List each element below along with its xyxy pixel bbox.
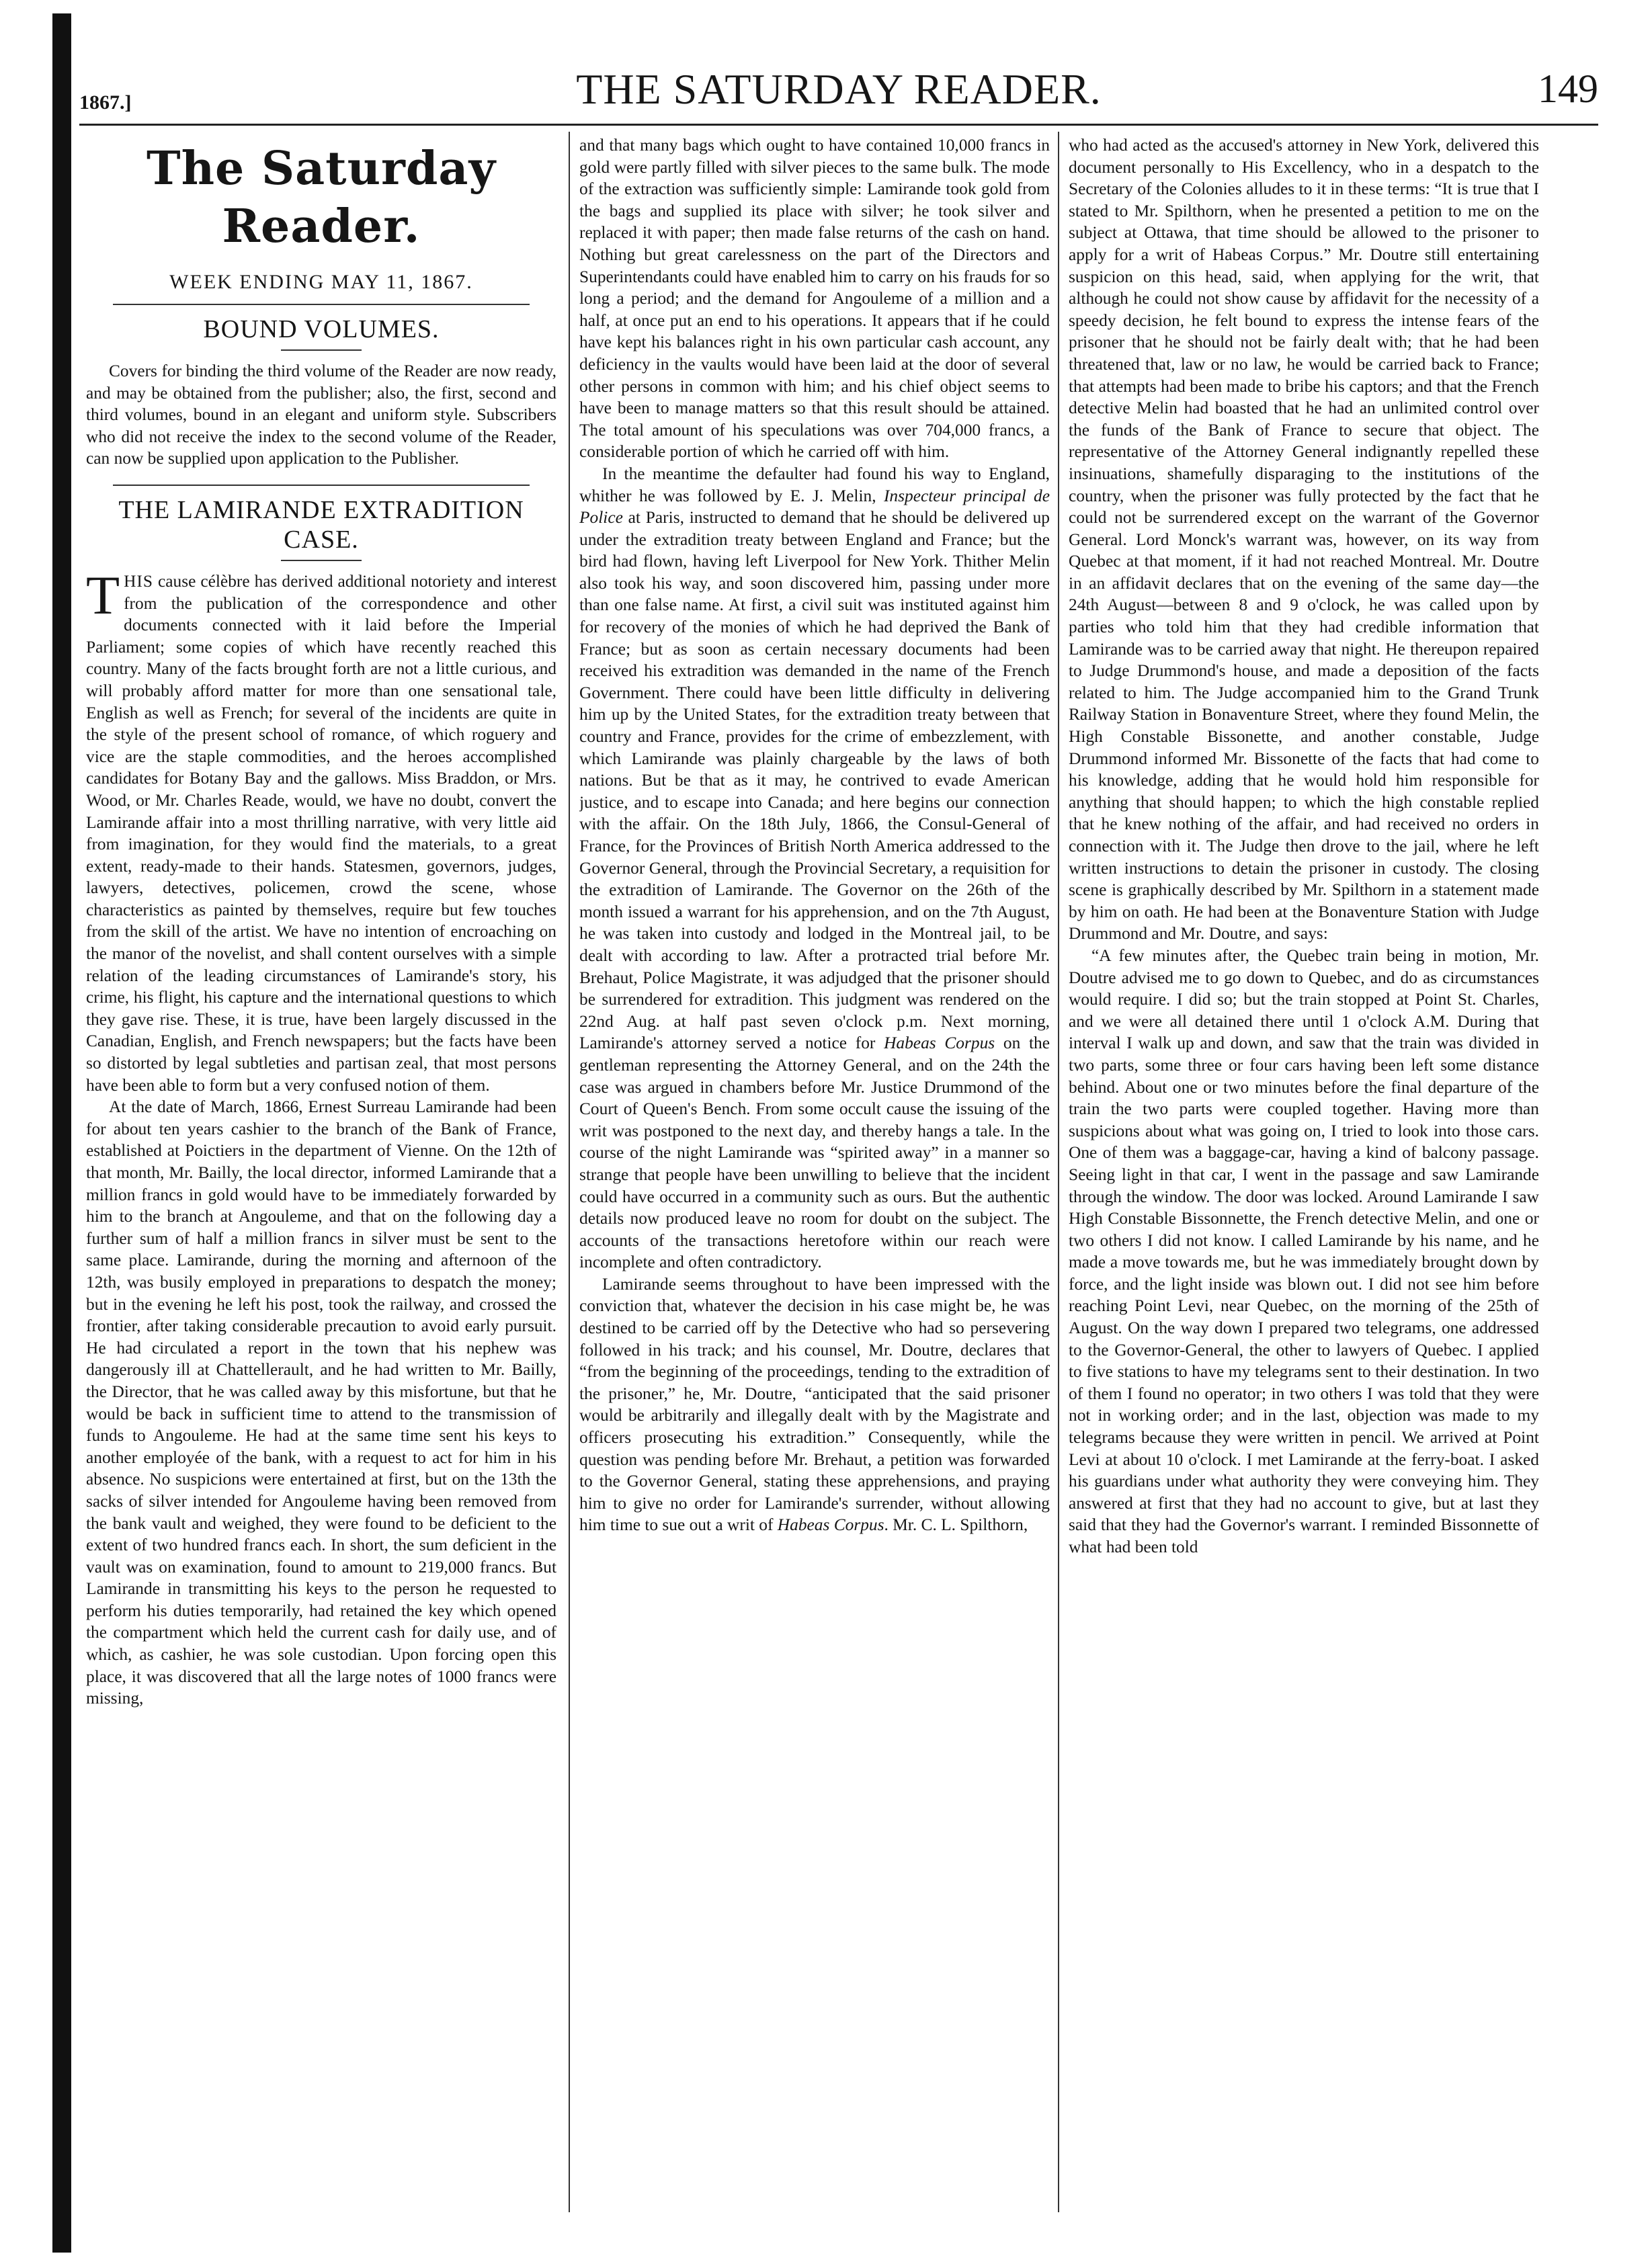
article-paragraph: “A few minutes after, the Quebec train being in motion, Mr. Doutre advised me to go down to Quebec, and do as circumstances would require. I did so; but the train stopped at Point St. Charles, and we were all detained there until 1 o'clock A.M. During that interval I walk up and down, and saw that the train was divided in two parts, some three or four cars having been left some distance behind. About one or two minutes before the final departure of the train the two parts were coupled together. Having more than suspicions about what was going on, I tried to look into those cars. One of them was a baggage-car, having a kind of balcony passage. Seeing light in that car, I went in the passage and saw Lamirande through the window. The door was locked. Around Lamirande I saw High Constable Bissonnette, the French detective Melin, and one or two others I did not know. I called Lamirande by his name, and he made a move towards me, but he was immediately brought down by force, and the light inside was blown out. I did not see him before reaching Point Levi, near Quebec, on the morning of the 25th of August. On the way down I prepared two telegrams, one addressed to the Governor-General, the other to lawyers of Quebec. I applied to five stations to have my telegrams sent to their destination. In two of them I found no operator; in two others I was told that they were not in working order; and in the last, objection was made to my telegrams because they were written in pencil. We arrived at Point Levi at about 10 o'clock. I met Lamirande at the ferry-boat. I asked his guardians under what authority they were conveying him. They answered at first that they had no account to give, but at last they said that they had the Governor's warrant. I reminded Bissonnette of what had been told xyxy=(1069,946,1539,1556)
column-1 xyxy=(86,134,556,2219)
article-paragraph xyxy=(86,564,556,1096)
week-ending: WEEK ENDING MAY 11, 1867. xyxy=(169,271,473,293)
italic-phrase: Habeas Corpus xyxy=(777,1515,884,1535)
masthead-title: The Saturday Reader. xyxy=(147,142,496,253)
drop-cap: T xyxy=(86,564,120,626)
italic-phrase: Habeas Corpus xyxy=(884,1034,995,1053)
section-rule-short xyxy=(281,560,362,561)
column-3 xyxy=(1069,134,1539,2219)
article-paragraph: At the date of March, 1866, Ernest Surreau Lamirande had been for about ten years cashier to the branch of the Bank of France, established at Poictiers in the department of Vienne. On the 12th of that month, Mr. Bailly, the local director, informed Lamirande that a million francs in gold would have to be immediately forwarded by him to the branch at Angouleme, and that on the following day a further sum of half a million francs in silver must be sent to the same place. Lamirande, during the morning and afternoon of the 12th, was busily employed in preparations to despatch the money; but in the evening he left his post, took the railway, and crossed the frontier, after taking considerable precaution to avoid early pursuit. He had circulated a report in the town that his nephew was dangerously ill at Chattellerault, and he had written to Mr. Bailly, the Director, that he was called away by this misfortune, but that he would be back in sufficient time to attend to the transmission of funds to Angouleme. He had at the same time sent his keys to another employée of the bank, with a request to act for him in his absence. No suspicions were entertained at first, but on the 13th the sacks of silver intended for Angouleme having been removed from the bank vault and weighed, they were found to be deficient to the extent of two hundred francs each. In short, the sum deficient in the vault was on examination, found to amount to 219,000 francs. But Lamirande in transmitting his keys to the person he requested to perform his duties temporarily, had retained the key which opened the compartment which held the current cash for daily use, and of which, as cashier, he was sole custodian. Upon forcing open this place, it was discovered that all the large notes of 1000 francs were missing, xyxy=(86,1097,556,1708)
bound-volumes-heading: BOUND VOLUMES. xyxy=(203,315,440,343)
article-text: at Paris, instructed to demand that he should be delivered up under the extradition treaty between England and France; but the bird had flown, having left Liverpool for New York. Thither Melin also took his way, and soon discovered him, passing under more than one false name. At first, a civil suit was instituted against him for recovery of the monies of which he had deprived the Bank of France; but as soon as certain necessary documents had been received his extradition was demanded in the name of the French Government. There could have been little difficulty in delivering him up by the United States, for the extradition treaty between that country and France, provides for the crime of embezzlement, with which Lamirande was plainly chargeable by the laws of both nations. But be that as it may, he contrived to evade American justice, and to escape into Canada; and here begins our connection with the affair. On the 18th July, 1866, the Consul-General of France, for the Provinces of British North America addressed to the Governor General, through the Provincial Secretary, a requisition for the extradition of Lamirande. The Governor on the 26th of the month issued a warrant for his apprehension, and on the 7th August, he was taken into custody and lodged in the Montreal jail, to be dealt with according to law. After a protracted trial before Mr. Brehaut, Police Magistrate, it was adjudged that the prisoner should be surrendered for extradition. This judgment was rendered on the 22nd Aug. at half past seven o'clock p.m. Next morning, Lamirande's attorney served a notice for xyxy=(579,508,1050,1053)
column-divider xyxy=(1058,132,1059,2212)
bound-volumes-notice: Covers for binding the third volume of the Reader are now ready, and may be obtained from the publisher; also, the first, second and third volumes, bound in an elegant and uniform style. Subscribers who did not receive the index to the second volume of the Reader, can now be supplied upon application to the Publisher. xyxy=(86,362,556,468)
page-number: 149 xyxy=(1538,67,1598,111)
article-text: In the meantime the defaulter had found his way to England, whither he was followed by E. J. Melin, xyxy=(579,464,1050,505)
article-paragraph xyxy=(579,463,1050,1273)
section-rule xyxy=(113,304,530,305)
drop-word: HIS xyxy=(124,571,154,591)
article-text: on the gentleman representing the Attorney General, and on the 24th the case was argued in chambers before Mr. Justice Drummond of the Court of Queen's Bench. From some occult cause the issuing of the writ was postponed to the next day, and thereby hangs a tale. In the course of the night Lamirande was “spirited away” in a manner so strange that people have been unwilling to believe that the incident could have occurred in a community such as ours. But the authentic details now produced leave no room for doubt on the subject. The accounts of the transactions heretofore within our reach were incomplete and often contradictory. xyxy=(579,1034,1050,1272)
binding-edge xyxy=(52,13,71,2253)
header-title: THE SATURDAY READER. xyxy=(576,65,1102,113)
article-text: Lamirande seems throughout to have been impressed with the conviction that, whatever the decision in his case might be, he was destined to be carried off by the Detective who had so persevering followed in his track; and his counsel, Mr. Doutre, declares that “from the beginning of the proceedings, tending to the extradition of the prisoner,” he, Mr. Doutre, “anticipated that the said prisoner would be arbitrarily and illegally dealt with by the Magistrate and officers prosecuting his extradition.” Consequently, while the question was pending before Mr. Brehaut, a petition was forwarded to the Governor General, stating these apprehensions, and praying him to give no order for Lamirande's surrender, without allowing him time to sue out a writ of xyxy=(579,1274,1050,1535)
article-paragraph xyxy=(579,1273,1050,1536)
header-year: 1867.] xyxy=(79,91,132,114)
article-paragraph: who had acted as the accused's attorney in New York, delivered this document personally to His Excellency, who in a despatch to the Secretary of the Colonies alludes to it in these terms: “It is true that I stated to Mr. Spilthorn, when he presented a petition to me on the subject at Ottawa, that time should be allowed to the prisoner to apply for a writ of Habeas Corpus.” Mr. Doutre still entertaining suspicion on this head, said, when applying for the writ, that although he could not show cause by affidavit for the necessity of a speedy decision, he felt bound to express the intense fears of the prisoner that he should not be fairly dealt with; that he had been threatened that, law or no law, he would be carried back to France; that attempts had been made to bribe his captors; and that the French detective Melin had boasted that he had an unlimited control over the funds of the Bank of France to secure that object. The representative of the Attorney General indignantly repelled these insinuations, shamefully disparaging to the institutions of the country, when the prisoner was fully protected by the fact that he could not be surrendered except on the warrant of the Governor General. Lord Monck's warrant was, however, on its way from Quebec at that moment, if it had not reached Montreal. Mr. Doutre in an affidavit declares that on the evening of the same day—the 24th August—between 8 and 9 o'clock, he was called upon by parties who told him that they had credible information that Lamirande was to be carried away that night. He thereupon repaired to Judge Drummond's house, and made a deposition of the facts related to him. The Judge accompanied him to the Grand Trunk Railway Station in Bonaventure Street, where they found Melin, the High Constable Bissonette, and another constable, Judge Drummond informed Mr. Bissonette of the facts that had come to his knowledge, adding that he would hold him responsible for anything that should happen; to which the high constable replied that he knew nothing of the affair, and had received no orders in connection with it. The Judge then drove to the jail, where he left written instructions to detain the prisoner in custody. The closing scene is graphically described by Mr. Spilthorn in a statement made by him on oath. He had been at the Bonaventure Station with Judge Drummond and Mr. Doutre, and says: xyxy=(1069,136,1539,943)
section-rule xyxy=(113,485,530,486)
column-divider xyxy=(569,132,570,2212)
article-text: . Mr. C. L. Spilthorn, xyxy=(884,1515,1028,1535)
header-rule xyxy=(79,124,1598,126)
article-heading: THE LAMIRANDE EXTRADITION CASE. xyxy=(118,495,524,554)
page-header xyxy=(79,65,1598,118)
article-text: cause célèbre has derived additional notoriety and interest from the publication of the correspondence and other documents connected with it laid before the Imperial Parliament; some copies of which have recently reached this country. Many of the facts brought forth are not a little curious, and will probably afford matter for more than one sensational tale, English as well as French; for several of the incidents are quite in the style of the present school of romance, of which roguery and vice are the staple commodities, and the heroes accomplished candidates for Botany Bay and the gallows. Miss Braddon, or Mrs. Wood, or Mr. Charles Reade, would, we have no doubt, convert the Lamirande affair into a most thrilling narrative, with very little aid from imagination, for they would find the materials, to a great extent, ready-made to their hands. Statesmen, governors, judges, lawyers, detectives, policemen, crowd the scene, whose characteristics as painted by themselves, require but few touches from the skill of the artist. We have no intention of encroaching on the manor of the novelist, and shall content ourselves with a simple relation of the leading circumstances of Lamirande's story, his crime, his flight, his capture and the international questions to which they gave rise. These, it is true, have been largely discussed in the Canadian, English, and French newspapers; but the facts have been so distorted by legal subtleties and partisan zeal, that most persons have been able to form but a very confused notion of them. xyxy=(86,571,556,1095)
italic-phrase: Inspecteur principal de Police xyxy=(579,486,1050,528)
section-rule-short xyxy=(281,349,362,351)
article-paragraph: and that many bags which ought to have contained 10,000 francs in gold were partly filled with silver pieces to the same bulk. The mode of the extraction was sufficiently simple: Lamirande took gold from the bags and supplied its place with silver; he took silver and replaced it with paper; then made false returns of the cash on hand. Nothing but great carelessness on the part of the Directors and Superintendants could have enabled him to carry on his frauds for so long a period; and the demand for Angouleme of a million and a half, at once put an end to his operations. It appears that if he could have kept his balances right in his own particular cash account, any deficiency in the vaults would have been laid at the door of several other persons in common with him; and his chief object seems to have been to manage matters so that this result should be attained. The total amount of his speculations was over 704,000 francs, a considerable portion of which he carried off with him. xyxy=(579,136,1050,462)
column-2 xyxy=(579,134,1050,2219)
